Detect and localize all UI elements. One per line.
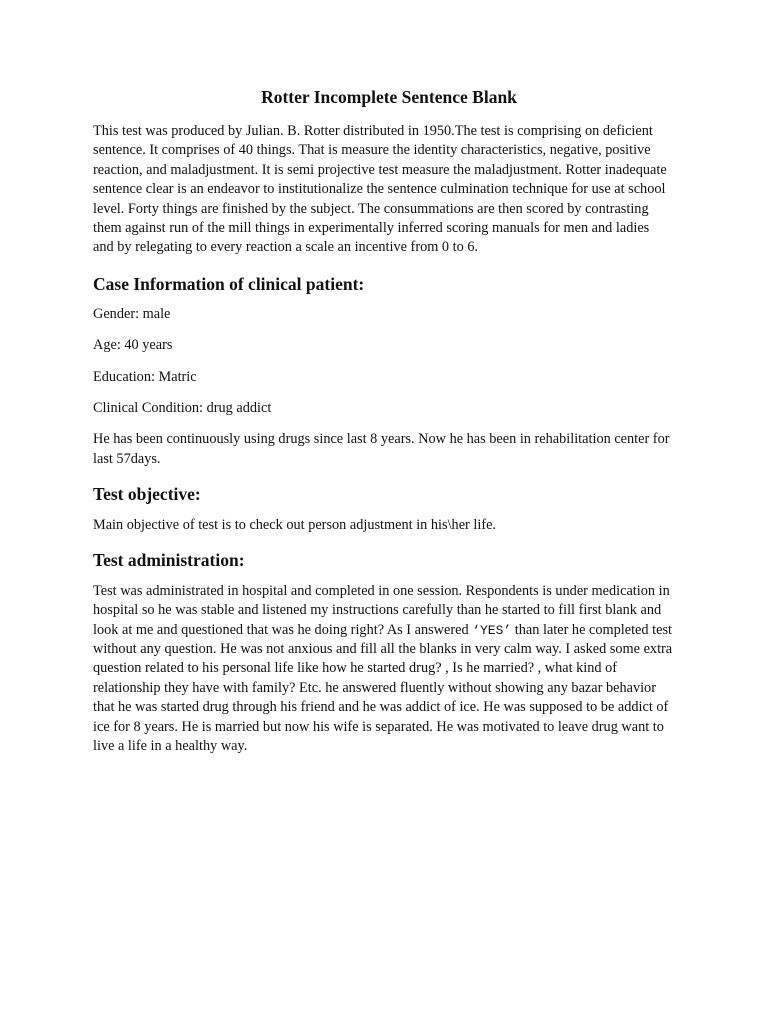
education-field: Education: Matric xyxy=(93,368,197,385)
test-administration-paragraph xyxy=(93,582,673,757)
administration-text-part-2: than later he completed test without any question. He was not anxious and fill all the blanks in very calm way. I asked some extra question related to his personal life like how he started drug? , Is he married? , what kind of relationship they have with family? Etc. he answered fluently without showing any bazar behavior that he was started drug through his friend and he was addict of ice. He was supposed to be addict of ice for 8 years. He is married but now his wife is separated. He was motivated to leave drug want to live a life in a healthy way. xyxy=(93,621,673,754)
document-page xyxy=(93,86,673,756)
intro-paragraph: This test was produced by Julian. B. Rotter distributed in 1950.The test is comprising on deficient sentence. It comprises of 40 things. That is measure the identity characteristics, negative, positive reaction, and maladjustment. It is semi projective test measure the maladjustment. Rotter inadequate sentence clear is an endeavor to institutionalize the sentence culmination technique for use at school level. Forty things are finished by the subject. The consummations are then scored by contrasting them against run of the mill things in experimentally inferred scoring manuals for men and ladies and by relegating to every reaction a scale an incentive from 0 to 6. xyxy=(93,123,667,256)
test-objective-heading: Test objective: xyxy=(93,484,201,505)
patient-history-paragraph: He has been continuously using drugs since last 8 years. Now he has been in rehabilitation center for last 57days. xyxy=(93,431,670,467)
age-field: Age: 40 years xyxy=(93,337,173,354)
clinical-condition-field: Clinical Condition: drug addict xyxy=(93,400,272,417)
test-objective-paragraph: Main objective of test is to check out person adjustment in his\her life. xyxy=(93,517,497,534)
document-title: Rotter Incomplete Sentence Blank xyxy=(261,87,517,107)
yes-answer: ‘YES’ xyxy=(472,622,512,638)
administration-text-part-1: Test was administrated in hospital and completed in one session. Respondents is under medication in hospital so he was stable and listened my instructions carefully than he started to fill first blank and look at me and questioned that was he doing right? As I answered xyxy=(93,582,670,638)
case-information-heading: Case Information of clinical patient: xyxy=(93,273,365,294)
test-administration-heading: Test administration: xyxy=(93,549,245,570)
gender-field: Gender: male xyxy=(93,305,171,322)
